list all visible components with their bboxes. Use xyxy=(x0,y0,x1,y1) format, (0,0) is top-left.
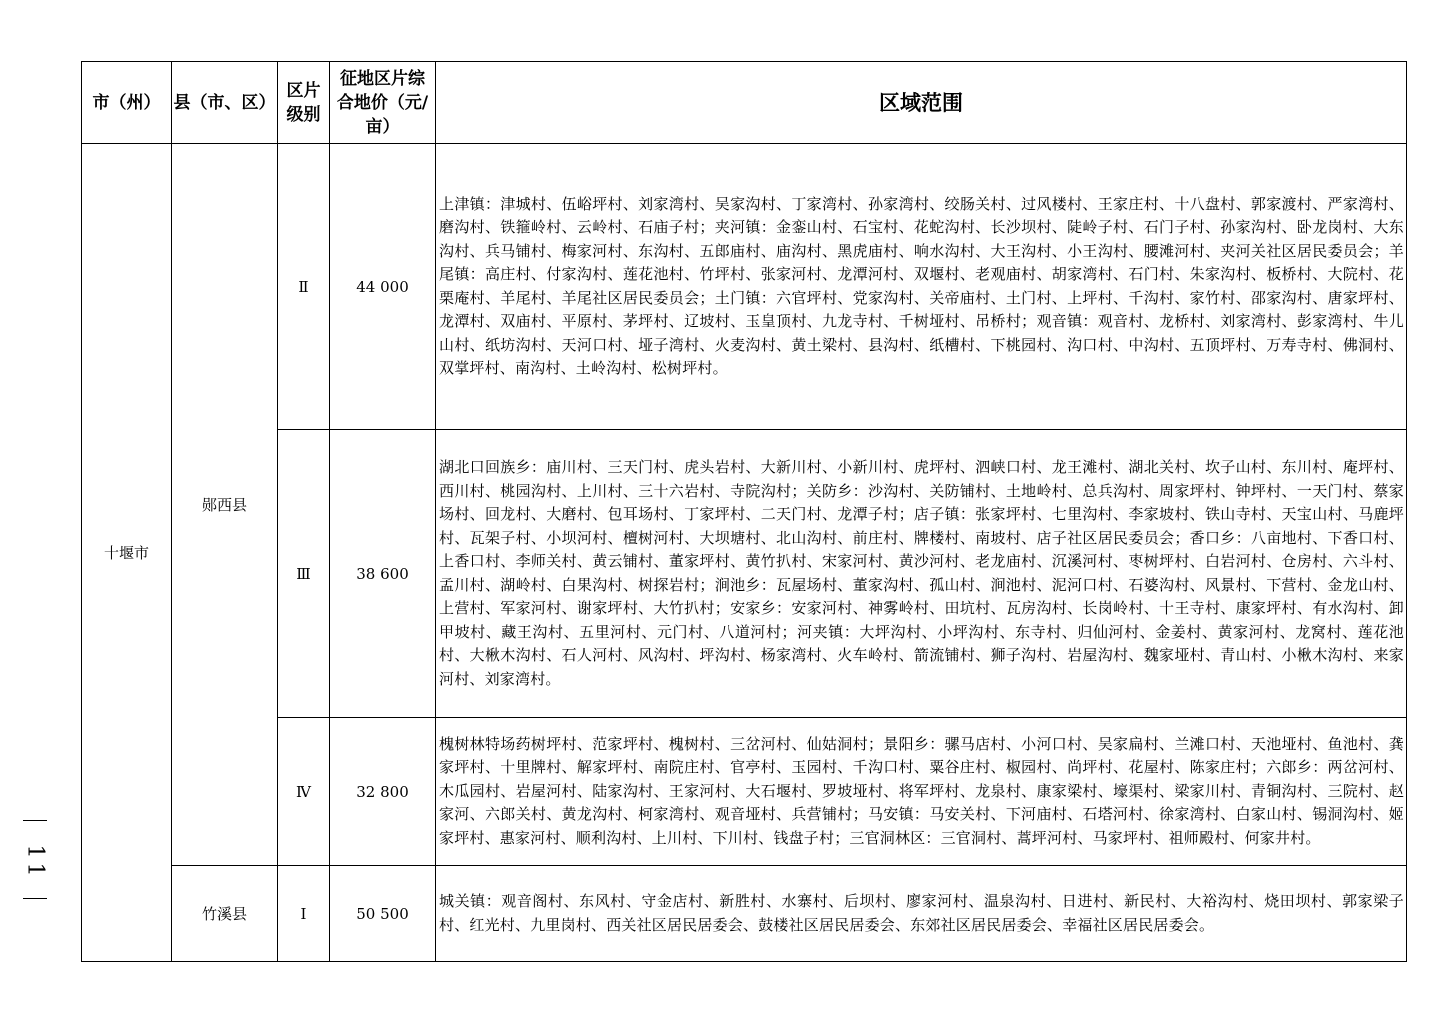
range-cell: 槐树林特场药树坪村、范家坪村、槐树村、三岔河村、仙姑洞村；景阳乡：骡马店村、小河口村、吴家扁村、兰滩口村、天池垭村、鱼池村、龚家坪村、十里牌村、解家坪村、南院庄村、官亭村、玉园村、千沟口村、粟谷庄村、椒园村、尚坪村、花屋村、陈家庄村；六郎乡：两岔河村、木瓜园村、岩屋河村、陆家沟村、王家河村、大石堰村、罗坡垭村、将军坪村、龙泉村、康家梁村、壕渠村、梁家川村、青铜沟村、三院村、赵家河、六郎关村、黄龙沟村、柯家湾村、观音垭村、兵营铺村；马安镇：马安关村、下河庙村、石塔河村、徐家湾村、白家山村、锡洞沟村、姬家坪村、惠家河村、顺利沟村、上川村、下川村、钱盘子村；三官洞林区：三官洞村、蒿坪河村、马家坪村、祖师殿村、何家井村。 xyxy=(436,718,1407,866)
header-price: 征地区片综合地价（元/亩） xyxy=(330,62,436,144)
table-row xyxy=(82,144,1407,430)
price-cell: 32 800 xyxy=(330,718,436,866)
table-row xyxy=(82,718,1407,866)
page-number-dash-bottom xyxy=(23,898,47,899)
range-cell: 上津镇：津城村、伍峪坪村、刘家湾村、吴家沟村、丁家湾村、孙家湾村、绞肠关村、过风楼村、王家庄村、十八盘村、郭家渡村、严家湾村、磨沟村、铁箍岭村、云岭村、石庙子村；夹河镇：金銮山村、石宝村、花蛇沟村、长沙坝村、陡岭子村、石门子村、孙家沟村、卧龙岗村、大东沟村、兵马铺村、梅家河村、东沟村、五郎庙村、庙沟村、黑虎庙村、响水沟村、大王沟村、小王沟村、腰滩河村、夹河关社区居民委员会；羊尾镇：高庄村、付家沟村、莲花池村、竹坪村、张家河村、龙潭河村、双堰村、老观庙村、胡家湾村、石门村、朱家沟村、板桥村、大院村、花栗庵村、羊尾村、羊尾社区居民委员会；土门镇：六官坪村、党家沟村、关帝庙村、土门村、上坪村、千沟村、家竹村、邵家沟村、唐家坪村、龙潭村、双庙村、平原村、茅坪村、辽坡村、玉皇顶村、九龙寺村、千树垭村、吊桥村；观音镇：观音村、龙桥村、刘家湾村、彭家湾村、牛儿山村、纸坊沟村、天河口村、垭子湾村、火麦沟村、黄土梁村、县沟村、纸槽村、下桃园村、沟口村、中沟村、五顶坪村、万寿寺村、佛洞村、双掌坪村、南沟村、土岭沟村、松树坪村。 xyxy=(436,144,1407,430)
level-cell: Ⅰ xyxy=(278,866,330,962)
land-price-table xyxy=(81,61,1407,962)
range-cell: 城关镇：观音阁村、东风村、守金店村、新胜村、水寨村、后坝村、廖家河村、温泉沟村、日进村、新民村、大裕沟村、烧田坝村、郭家梁子村、红光村、九里岗村、西关社区居民居委会、鼓楼社区居民居委会、东郊社区居民居委会、幸福社区居民居委会。 xyxy=(436,866,1407,962)
county-cell-zhuxi: 竹溪县 xyxy=(172,866,278,962)
level-cell: Ⅳ xyxy=(278,718,330,866)
page-number-dash-top xyxy=(23,820,47,821)
price-cell: 38 600 xyxy=(330,430,436,718)
table-header-row xyxy=(82,62,1407,144)
range-cell: 湖北口回族乡：庙川村、三天门村、虎头岩村、大新川村、小新川村、虎坪村、泗峡口村、龙王滩村、湖北关村、坎子山村、东川村、庵坪村、西川村、桃园沟村、上川村、三十六岩村、寺院沟村；关防乡：沙沟村、关防铺村、土地岭村、总兵沟村、周家坪村、钟坪村、一天门村、蔡家场村、回龙村、大磨村、包耳场村、丁家坪村、二天门村、龙潭子村；店子镇：张家坪村、七里沟村、李家坡村、铁山寺村、天宝山村、马鹿坪村、瓦架子村、小坝河村、檀树河村、大坝塘村、北山沟村、前庄村、牌楼村、南坡村、店子社区居民委员会；香口乡：八亩地村、下香口村、上香口村、李师关村、黄云铺村、董家坪村、黄竹扒村、宋家河村、黄沙河村、老龙庙村、沉溪河村、枣树坪村、白岩河村、仓房村、六斗村、孟川村、湖岭村、白果沟村、树探岩村；涧池乡：瓦屋场村、董家沟村、孤山村、涧池村、泥河口村、石婆沟村、风景村、下营村、金龙山村、上营村、军家河村、谢家坪村、大竹扒村；安家乡：安家河村、神雾岭村、田坑村、瓦房沟村、长岗岭村、十王寺村、康家坪村、有水沟村、卸甲坡村、藏王沟村、五里河村、元门村、八道河村；河夹镇：大坪沟村、小坪沟村、东寺村、归仙河村、金姜村、黄家河村、龙窝村、莲花池村、大楸木沟村、石人河村、风沟村、坪沟村、杨家湾村、火车岭村、箭流铺村、狮子沟村、岩屋沟村、魏家垭村、青山村、小楸木沟村、来家河村、刘家湾村。 xyxy=(436,430,1407,718)
level-cell: Ⅱ xyxy=(278,144,330,430)
page-number xyxy=(20,820,50,899)
price-cell: 50 500 xyxy=(330,866,436,962)
county-cell-yunxi: 郧西县 xyxy=(172,144,278,866)
level-cell: Ⅲ xyxy=(278,430,330,718)
header-level: 区片级别 xyxy=(278,62,330,144)
header-range: 区域范围 xyxy=(436,62,1407,144)
city-cell: 十堰市 xyxy=(82,144,172,962)
page-number-text: 11 xyxy=(22,844,48,881)
header-city: 市（州） xyxy=(82,62,172,144)
table-row xyxy=(82,866,1407,962)
table-row xyxy=(82,430,1407,718)
price-cell: 44 000 xyxy=(330,144,436,430)
header-county: 县（市、区） xyxy=(172,62,278,144)
